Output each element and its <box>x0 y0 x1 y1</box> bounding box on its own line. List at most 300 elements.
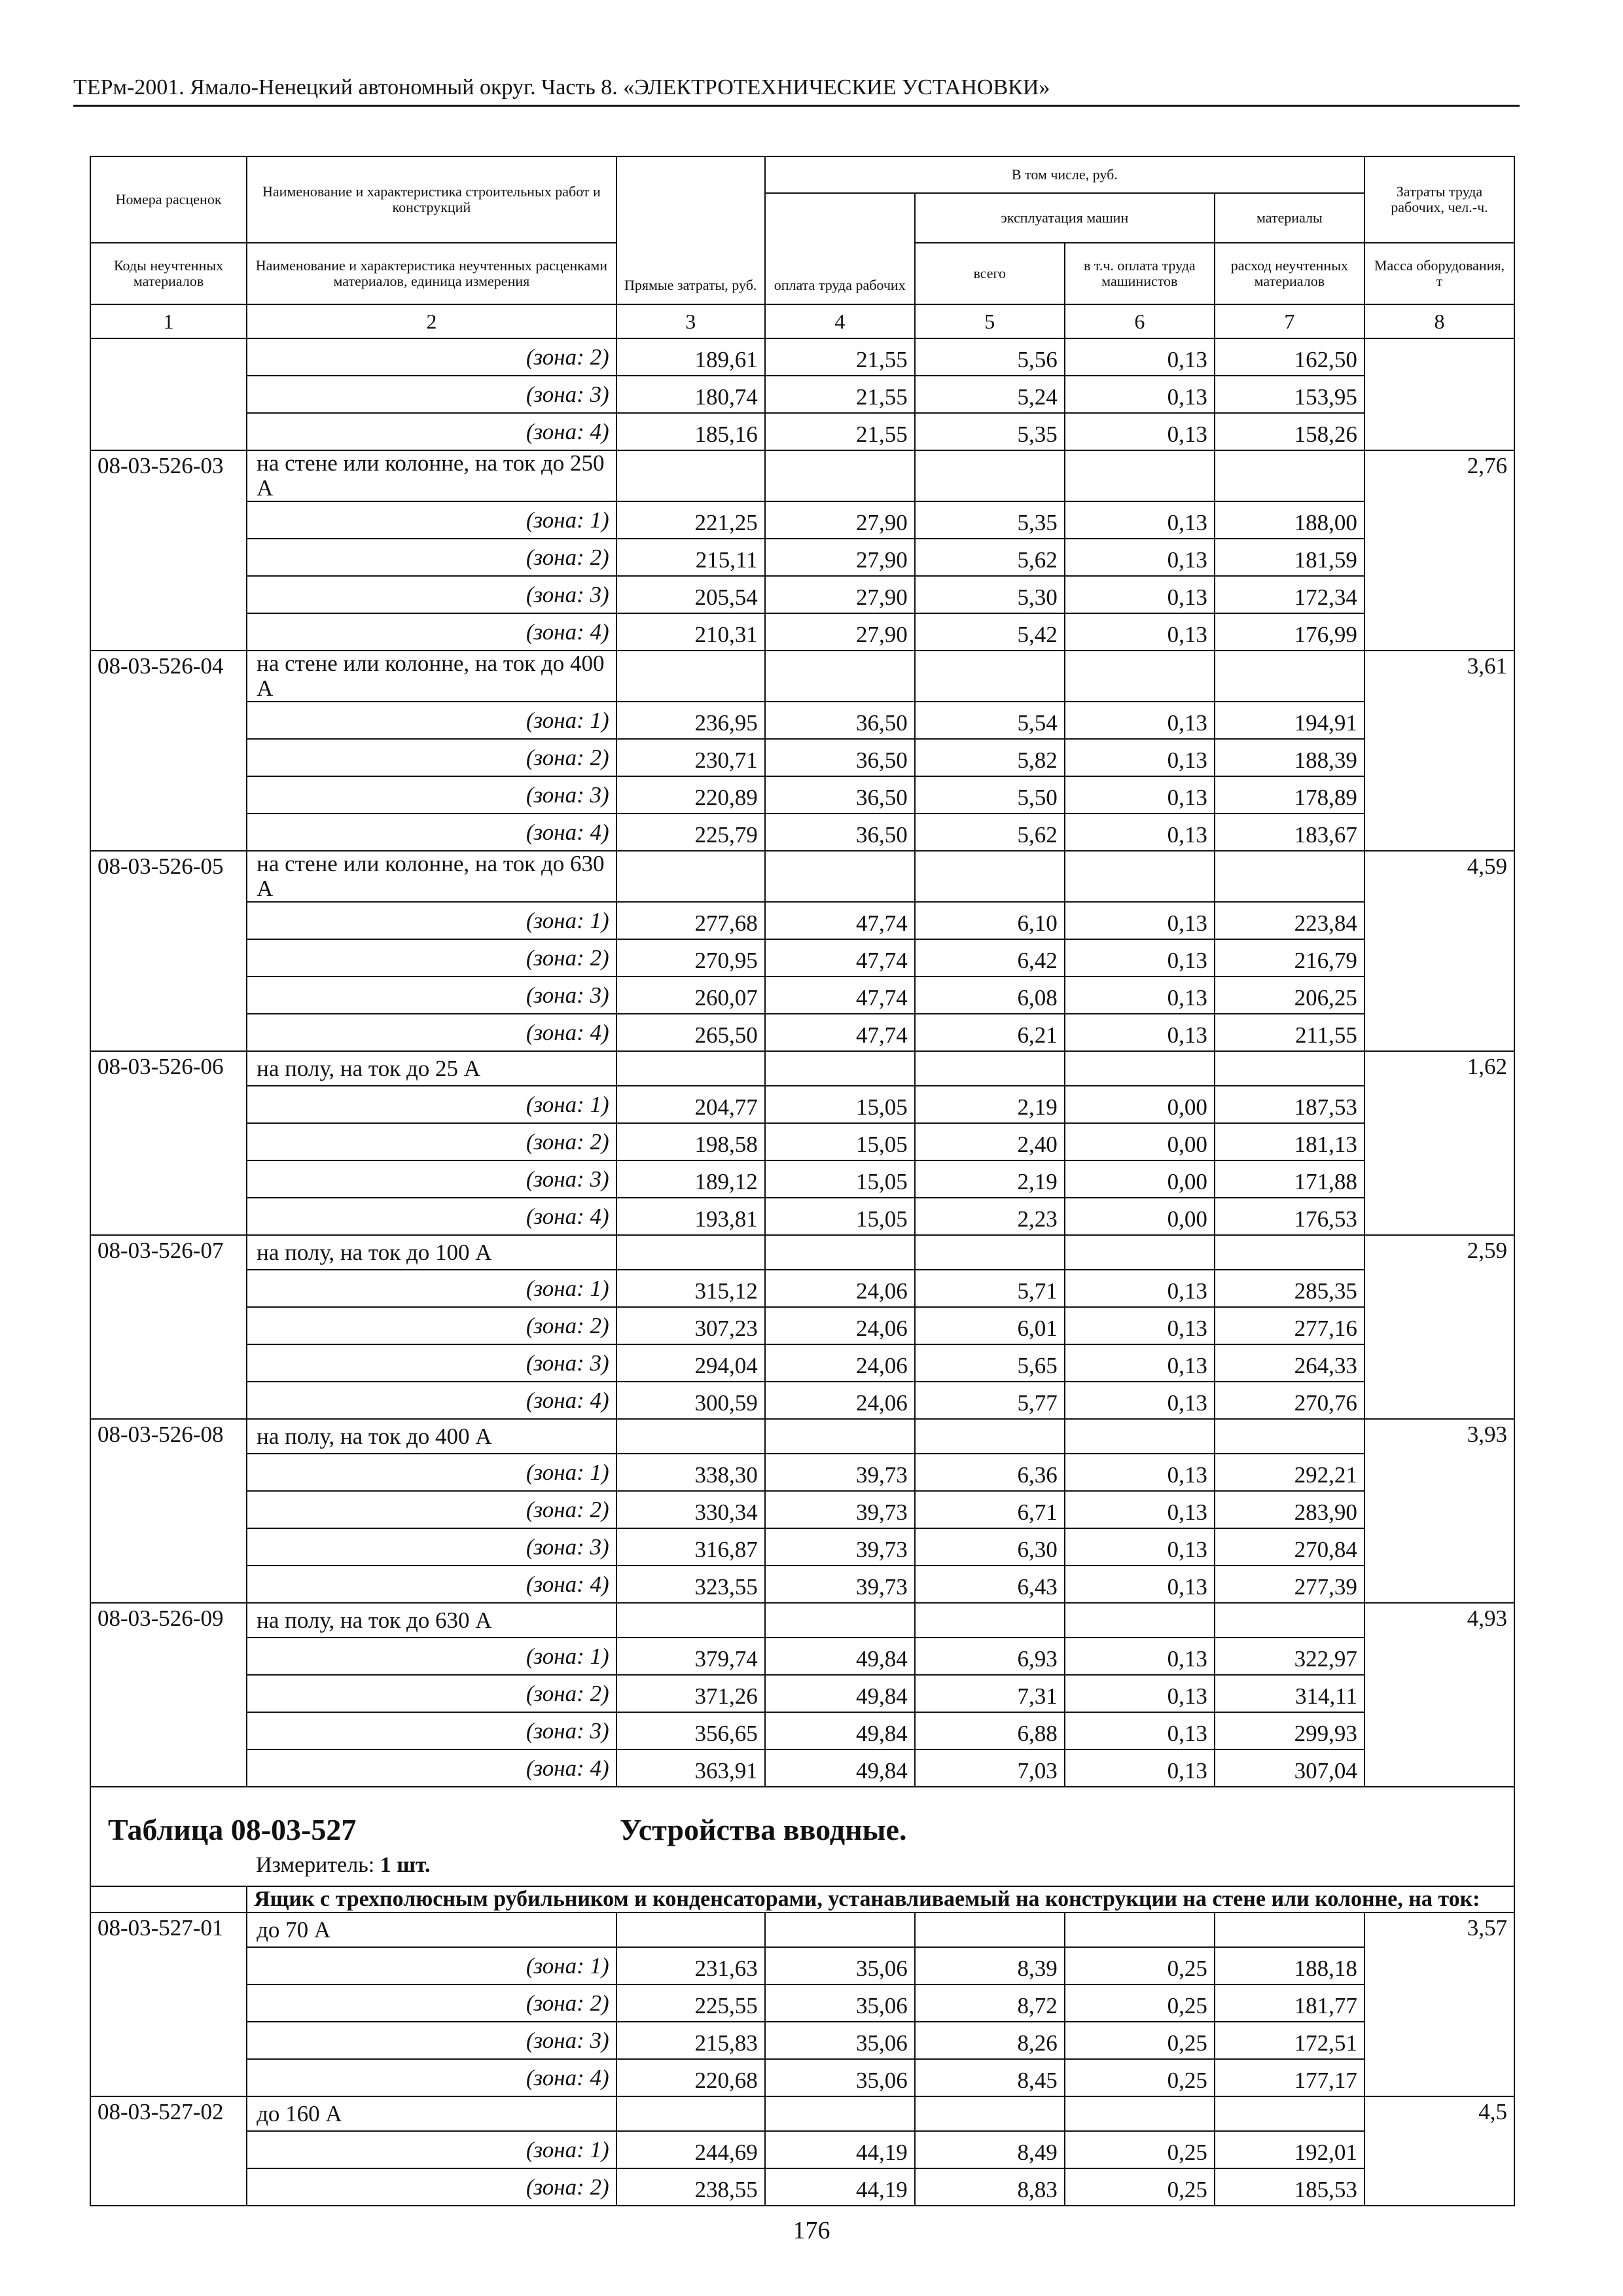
labor-pay-value: 15,05 <box>765 1086 915 1123</box>
machines-total-value: 8,83 <box>915 2168 1065 2206</box>
machinist-pay-value: 0,13 <box>1065 1307 1215 1344</box>
direct-cost-value: 307,23 <box>616 1307 765 1344</box>
direct-cost-value: 230,71 <box>616 739 765 776</box>
zone-label: (зона: 3) <box>247 576 616 613</box>
labor-pay-value: 47,74 <box>765 902 915 939</box>
labor-pay-value: 47,74 <box>765 939 915 977</box>
zone-label: (зона: 1) <box>247 2131 616 2168</box>
zone-label: (зона: 1) <box>247 702 616 739</box>
rate-code: 08-03-526-07 <box>90 1235 247 1419</box>
direct-cost-value: 371,26 <box>616 1675 765 1712</box>
header-labor-cost: Затраты труда рабочих, чел.-ч. <box>1364 156 1514 243</box>
table-row <box>90 501 1514 539</box>
labor-pay-value: 27,90 <box>765 539 915 576</box>
materials-value: 153,95 <box>1215 376 1364 413</box>
table2-number: Таблица 08-03-527 <box>108 1813 357 1846</box>
empty-cell <box>1065 1603 1215 1638</box>
materials-value: 307,04 <box>1215 1749 1364 1787</box>
equipment-mass: 4,59 <box>1364 851 1514 1051</box>
column-number: 7 <box>1215 304 1364 338</box>
table-row <box>90 1712 1514 1749</box>
table-row <box>90 2168 1514 2206</box>
labor-pay-value: 35,06 <box>765 2059 915 2096</box>
zone-label: (зона: 1) <box>247 501 616 539</box>
materials-value: 181,59 <box>1215 539 1364 576</box>
empty-cell <box>616 651 765 702</box>
table-row <box>90 1086 1514 1123</box>
materials-value: 292,21 <box>1215 1454 1364 1491</box>
machines-total-value: 5,54 <box>915 702 1065 739</box>
table-row <box>90 702 1514 739</box>
header-labor-pay: оплата труда рабочих <box>765 193 915 304</box>
zone-label: (зона: 3) <box>247 1712 616 1749</box>
empty-cell <box>765 450 915 501</box>
zone-label: (зона: 1) <box>247 1454 616 1491</box>
zone-label: (зона: 3) <box>247 1160 616 1198</box>
rate-code: 08-03-526-06 <box>90 1051 247 1235</box>
machines-total-value: 6,93 <box>915 1638 1065 1675</box>
empty-cell <box>915 450 1065 501</box>
machines-total-value: 6,30 <box>915 1528 1065 1566</box>
machines-total-value: 5,77 <box>915 1382 1065 1419</box>
machines-total-value: 5,35 <box>915 413 1065 450</box>
zone-label: (зона: 1) <box>247 1270 616 1307</box>
machinist-pay-value: 0,13 <box>1065 739 1215 776</box>
table2-title: Устройства вводные. <box>620 1813 907 1846</box>
empty-cell <box>616 450 765 501</box>
materials-value: 264,33 <box>1215 1344 1364 1382</box>
machines-total-value: 8,26 <box>915 2022 1065 2059</box>
machinist-pay-value: 0,25 <box>1065 2131 1215 2168</box>
labor-pay-value: 15,05 <box>765 1160 915 1198</box>
direct-cost-value: 270,95 <box>616 939 765 977</box>
machinist-pay-value: 0,13 <box>1065 702 1215 739</box>
header-materials: материалы <box>1215 193 1364 243</box>
direct-cost-value: 215,83 <box>616 2022 765 2059</box>
zone-label: (зона: 3) <box>247 776 616 814</box>
direct-cost-value: 238,55 <box>616 2168 765 2206</box>
empty-cell <box>765 851 915 902</box>
table-row <box>90 613 1514 651</box>
table-row <box>90 1014 1514 1051</box>
zone-label: (зона: 2) <box>247 338 616 376</box>
machinist-pay-value: 0,13 <box>1065 1014 1215 1051</box>
machines-total-value: 5,62 <box>915 814 1065 851</box>
direct-cost-value: 356,65 <box>616 1712 765 1749</box>
column-number: 4 <box>765 304 915 338</box>
zone-label: (зона: 3) <box>247 2022 616 2059</box>
machinist-pay-value: 0,13 <box>1065 1454 1215 1491</box>
machines-total-value: 6,01 <box>915 1307 1065 1344</box>
empty-cell <box>616 2096 765 2131</box>
direct-cost-value: 236,95 <box>616 702 765 739</box>
zone-label: (зона: 4) <box>247 413 616 450</box>
materials-value: 188,39 <box>1215 739 1364 776</box>
empty-cell <box>616 1419 765 1454</box>
empty-cell <box>616 851 765 902</box>
empty-cell <box>915 1235 1065 1270</box>
empty-cell <box>1065 1051 1215 1086</box>
labor-pay-value: 36,50 <box>765 702 915 739</box>
zone-label: (зона: 1) <box>247 1947 616 1984</box>
machinist-pay-value: 0,13 <box>1065 1749 1215 1787</box>
direct-cost-value: 277,68 <box>616 902 765 939</box>
zone-label: (зона: 2) <box>247 1307 616 1344</box>
machinist-pay-value: 0,13 <box>1065 776 1215 814</box>
materials-value: 172,34 <box>1215 576 1364 613</box>
labor-pay-value: 24,06 <box>765 1270 915 1307</box>
rate-row <box>90 1051 1514 1086</box>
table-row <box>90 1749 1514 1787</box>
empty-cell <box>1215 1235 1364 1270</box>
labor-pay-value: 21,55 <box>765 338 915 376</box>
labor-pay-value: 39,73 <box>765 1454 915 1491</box>
materials-value: 187,53 <box>1215 1086 1364 1123</box>
rate-name: на полу, на ток до 400 А <box>247 1419 616 1454</box>
machines-total-value: 2,23 <box>915 1198 1065 1235</box>
labor-pay-value: 35,06 <box>765 2022 915 2059</box>
materials-value: 322,97 <box>1215 1638 1364 1675</box>
table2-group-code-cell <box>90 1886 247 1912</box>
machines-total-value: 7,03 <box>915 1749 1065 1787</box>
direct-cost-value: 215,11 <box>616 539 765 576</box>
labor-pay-value: 27,90 <box>765 613 915 651</box>
direct-cost-value: 220,89 <box>616 776 765 814</box>
empty-cell <box>1215 450 1364 501</box>
machinist-pay-value: 0,13 <box>1065 902 1215 939</box>
direct-cost-value: 220,68 <box>616 2059 765 2096</box>
header-material-names: Наименование и характеристика неучтенных расценками материалов, единица измерения <box>247 243 616 304</box>
empty-cell <box>765 1603 915 1638</box>
empty-cell <box>616 1912 765 1947</box>
empty-cell <box>1065 651 1215 702</box>
materials-value: 158,26 <box>1215 413 1364 450</box>
rate-row <box>90 450 1514 501</box>
table-row <box>90 376 1514 413</box>
machinist-pay-value: 0,13 <box>1065 1675 1215 1712</box>
materials-value: 283,90 <box>1215 1491 1364 1528</box>
rate-name: до 160 А <box>247 2096 616 2131</box>
direct-cost-value: 231,63 <box>616 1947 765 1984</box>
header-equipment-mass: Масса оборудования, т <box>1364 243 1514 304</box>
machinist-pay-value: 0,00 <box>1065 1198 1215 1235</box>
table-row <box>90 1198 1514 1235</box>
zone-label: (зона: 4) <box>247 814 616 851</box>
labor-pay-value: 27,90 <box>765 576 915 613</box>
machines-total-value: 5,82 <box>915 739 1065 776</box>
equipment-mass: 4,93 <box>1364 1603 1514 1787</box>
machinist-pay-value: 0,13 <box>1065 939 1215 977</box>
machinist-pay-value: 0,13 <box>1065 814 1215 851</box>
machinist-pay-value: 0,13 <box>1065 413 1215 450</box>
materials-value: 188,18 <box>1215 1947 1364 1984</box>
direct-cost-value: 221,25 <box>616 501 765 539</box>
materials-value: 277,39 <box>1215 1566 1364 1603</box>
materials-value: 270,84 <box>1215 1528 1364 1566</box>
table-row <box>90 1270 1514 1307</box>
machines-total-value: 8,45 <box>915 2059 1065 2096</box>
direct-cost-value: 363,91 <box>616 1749 765 1787</box>
table-row <box>90 1566 1514 1603</box>
materials-value: 181,77 <box>1215 1984 1364 2022</box>
labor-pay-value: 49,84 <box>765 1712 915 1749</box>
empty-cell <box>1215 1912 1364 1947</box>
labor-pay-value: 15,05 <box>765 1198 915 1235</box>
machinist-pay-value: 0,25 <box>1065 2059 1215 2096</box>
materials-value: 277,16 <box>1215 1307 1364 1344</box>
machines-total-value: 7,31 <box>915 1675 1065 1712</box>
machinist-pay-value: 0,25 <box>1065 2022 1215 2059</box>
rate-row <box>90 1912 1514 1947</box>
table2-measure <box>256 1853 431 1878</box>
header-codes: Номера расценок <box>90 156 247 243</box>
machinist-pay-value: 0,13 <box>1065 977 1215 1014</box>
machines-total-value: 2,19 <box>915 1086 1065 1123</box>
page-number: 176 <box>793 2217 830 2244</box>
zone-label: (зона: 1) <box>247 1086 616 1123</box>
empty-cell <box>616 1603 765 1638</box>
materials-value: 285,35 <box>1215 1270 1364 1307</box>
equipment-mass: 3,57 <box>1364 1912 1514 2096</box>
machinist-pay-value: 0,00 <box>1065 1160 1215 1198</box>
table-row <box>90 1984 1514 2022</box>
labor-pay-value: 39,73 <box>765 1566 915 1603</box>
equipment-mass: 1,62 <box>1364 1051 1514 1235</box>
zone-label: (зона: 4) <box>247 613 616 651</box>
labor-pay-value: 36,50 <box>765 814 915 851</box>
zone-label: (зона: 3) <box>247 977 616 1014</box>
materials-value: 206,25 <box>1215 977 1364 1014</box>
machinist-pay-value: 0,00 <box>1065 1123 1215 1160</box>
labor-pay-value: 39,73 <box>765 1528 915 1566</box>
table-row <box>90 413 1514 450</box>
table-row <box>90 1528 1514 1566</box>
materials-value: 188,00 <box>1215 501 1364 539</box>
labor-pay-value: 36,50 <box>765 776 915 814</box>
direct-cost-value: 244,69 <box>616 2131 765 2168</box>
machinist-pay-value: 0,25 <box>1065 1984 1215 2022</box>
zone-label: (зона: 2) <box>247 539 616 576</box>
materials-value: 171,88 <box>1215 1160 1364 1198</box>
machines-total-value: 6,08 <box>915 977 1065 1014</box>
zone-label: (зона: 4) <box>247 1014 616 1051</box>
zone-label: (зона: 2) <box>247 1491 616 1528</box>
materials-value: 192,01 <box>1215 2131 1364 2168</box>
machinist-pay-value: 0,25 <box>1065 2168 1215 2206</box>
table-row <box>90 1382 1514 1419</box>
labor-pay-value: 21,55 <box>765 376 915 413</box>
zone-label: (зона: 3) <box>247 1528 616 1566</box>
machinist-pay-value: 0,13 <box>1065 376 1215 413</box>
rate-row <box>90 651 1514 702</box>
rates-table <box>90 156 1515 2206</box>
table-row <box>90 1307 1514 1344</box>
equipment-mass: 3,61 <box>1364 651 1514 851</box>
labor-pay-value: 24,06 <box>765 1307 915 1344</box>
direct-cost-value: 205,54 <box>616 576 765 613</box>
direct-cost-value: 204,77 <box>616 1086 765 1123</box>
rate-name: на стене или колонне, на ток до 630 А <box>247 851 616 902</box>
table-header <box>90 156 1514 338</box>
table-row <box>90 1491 1514 1528</box>
machinist-pay-value: 0,13 <box>1065 1566 1215 1603</box>
direct-cost-value: 198,58 <box>616 1123 765 1160</box>
empty-cell <box>915 1603 1065 1638</box>
empty-cell <box>1215 1603 1364 1638</box>
column-number: 1 <box>90 304 247 338</box>
direct-cost-value: 189,12 <box>616 1160 765 1198</box>
machinist-pay-value: 0,13 <box>1065 576 1215 613</box>
zone-label: (зона: 2) <box>247 1675 616 1712</box>
machines-total-value: 6,71 <box>915 1491 1065 1528</box>
zone-label: (зона: 3) <box>247 376 616 413</box>
materials-value: 211,55 <box>1215 1014 1364 1051</box>
table-body <box>90 338 1514 1787</box>
labor-pay-value: 27,90 <box>765 501 915 539</box>
rate-name: до 70 А <box>247 1912 616 1947</box>
empty-cell <box>915 651 1065 702</box>
table-row <box>90 776 1514 814</box>
direct-cost-value: 189,61 <box>616 338 765 376</box>
table-row <box>90 1947 1514 1984</box>
labor-pay-value: 49,84 <box>765 1675 915 1712</box>
column-number: 6 <box>1065 304 1215 338</box>
table-row <box>90 2022 1514 2059</box>
table-row <box>90 539 1514 576</box>
table2-title-cell <box>90 1787 1514 1886</box>
direct-cost-value: 210,31 <box>616 613 765 651</box>
measure-label: Измеритель: <box>256 1853 380 1877</box>
machines-total-value: 6,43 <box>915 1566 1065 1603</box>
machinist-pay-value: 0,25 <box>1065 1947 1215 1984</box>
empty-cell <box>915 1419 1065 1454</box>
machines-total-value: 5,62 <box>915 539 1065 576</box>
header-unaccounted-materials: расход неучтенных материалов <box>1215 243 1364 304</box>
machines-total-value: 5,30 <box>915 576 1065 613</box>
empty-cell <box>1065 1419 1215 1454</box>
equipment-mass <box>1364 338 1514 450</box>
header-name: Наименование и характеристика строительных работ и конструкций <box>247 156 616 243</box>
empty-cell <box>1215 1051 1364 1086</box>
machines-total-value: 2,40 <box>915 1123 1065 1160</box>
empty-cell <box>1215 851 1364 902</box>
rate-name: на полу, на ток до 100 А <box>247 1235 616 1270</box>
zone-label: (зона: 2) <box>247 739 616 776</box>
table-row <box>90 739 1514 776</box>
empty-cell <box>1215 2096 1364 2131</box>
zone-label: (зона: 4) <box>247 1198 616 1235</box>
column-number: 8 <box>1364 304 1514 338</box>
machines-total-value: 6,10 <box>915 902 1065 939</box>
machines-total-value: 8,72 <box>915 1984 1065 2022</box>
table-row <box>90 1454 1514 1491</box>
equipment-mass: 4,5 <box>1364 2096 1514 2206</box>
direct-cost-value: 185,16 <box>616 413 765 450</box>
rate-code: 08-03-526-03 <box>90 450 247 651</box>
table-row <box>90 2059 1514 2096</box>
direct-cost-value: 338,30 <box>616 1454 765 1491</box>
zone-label: (зона: 1) <box>247 1638 616 1675</box>
zone-label: (зона: 4) <box>247 1749 616 1787</box>
table-row <box>90 338 1514 376</box>
empty-cell <box>765 651 915 702</box>
rate-code: 08-03-526-04 <box>90 651 247 851</box>
direct-cost-value: 379,74 <box>616 1638 765 1675</box>
machinist-pay-value: 0,13 <box>1065 1638 1215 1675</box>
direct-cost-value: 300,59 <box>616 1382 765 1419</box>
labor-pay-value: 49,84 <box>765 1638 915 1675</box>
machinist-pay-value: 0,13 <box>1065 1344 1215 1382</box>
machinist-pay-value: 0,13 <box>1065 1270 1215 1307</box>
empty-cell <box>765 2096 915 2131</box>
direct-cost-value: 265,50 <box>616 1014 765 1051</box>
machinist-pay-value: 0,13 <box>1065 1528 1215 1566</box>
table-row <box>90 576 1514 613</box>
materials-value: 270,76 <box>1215 1382 1364 1419</box>
header-machines: эксплуатация машин <box>915 193 1215 243</box>
rate-name: на стене или колонне, на ток до 400 А <box>247 651 616 702</box>
empty-cell <box>616 1235 765 1270</box>
machines-total-value: 6,21 <box>915 1014 1065 1051</box>
machines-total-value: 5,35 <box>915 501 1065 539</box>
labor-pay-value: 21,55 <box>765 413 915 450</box>
column-number: 2 <box>247 304 616 338</box>
header-machinist-pay: в т.ч. оплата труда машинистов <box>1065 243 1215 304</box>
machines-total-value: 5,42 <box>915 613 1065 651</box>
page-header: ТЕРм-2001. Ямало-Ненецкий автономный округ. Часть 8. «ЭЛЕКТРОТЕХНИЧЕСКИЕ УСТАНОВКИ» <box>73 75 1520 107</box>
machinist-pay-value: 0,13 <box>1065 501 1215 539</box>
column-number: 3 <box>616 304 765 338</box>
empty-cell <box>616 1051 765 1086</box>
empty-cell <box>915 1912 1065 1947</box>
materials-value: 216,79 <box>1215 939 1364 977</box>
machines-total-value: 8,39 <box>915 1947 1065 1984</box>
materials-value: 176,99 <box>1215 613 1364 651</box>
table-row <box>90 1344 1514 1382</box>
table-row <box>90 902 1514 939</box>
zone-label: (зона: 3) <box>247 1344 616 1382</box>
table2-group-title: Ящик с трехполюсным рубильником и конденсаторами, устанавливаемый на конструкции на стене или колонне, на ток: <box>247 1886 1514 1912</box>
labor-pay-value: 39,73 <box>765 1491 915 1528</box>
labor-pay-value: 47,74 <box>765 1014 915 1051</box>
table-row <box>90 1160 1514 1198</box>
table2-heading <box>90 1787 1514 1912</box>
rate-name: на полу, на ток до 630 А <box>247 1603 616 1638</box>
labor-pay-value: 47,74 <box>765 977 915 1014</box>
labor-pay-value: 24,06 <box>765 1344 915 1382</box>
materials-value: 181,13 <box>1215 1123 1364 1160</box>
zone-label: (зона: 4) <box>247 1382 616 1419</box>
empty-cell <box>765 1419 915 1454</box>
materials-value: 314,11 <box>1215 1675 1364 1712</box>
materials-value: 223,84 <box>1215 902 1364 939</box>
equipment-mass: 3,93 <box>1364 1419 1514 1603</box>
equipment-mass: 2,76 <box>1364 450 1514 651</box>
rate-name: на стене или колонне, на ток до 250 А <box>247 450 616 501</box>
header-including: В том числе, руб. <box>765 156 1364 193</box>
header-machines-total: всего <box>915 243 1065 304</box>
table-row <box>90 1638 1514 1675</box>
machinist-pay-value: 0,13 <box>1065 539 1215 576</box>
empty-cell <box>1065 450 1215 501</box>
machinist-pay-value: 0,13 <box>1065 1712 1215 1749</box>
header-direct-costs: Прямые затраты, руб. <box>616 156 765 304</box>
empty-cell <box>765 1235 915 1270</box>
direct-cost-value: 323,55 <box>616 1566 765 1603</box>
rate-code: 08-03-527-01 <box>90 1912 247 2096</box>
machines-total-value: 2,19 <box>915 1160 1065 1198</box>
machines-total-value: 5,71 <box>915 1270 1065 1307</box>
